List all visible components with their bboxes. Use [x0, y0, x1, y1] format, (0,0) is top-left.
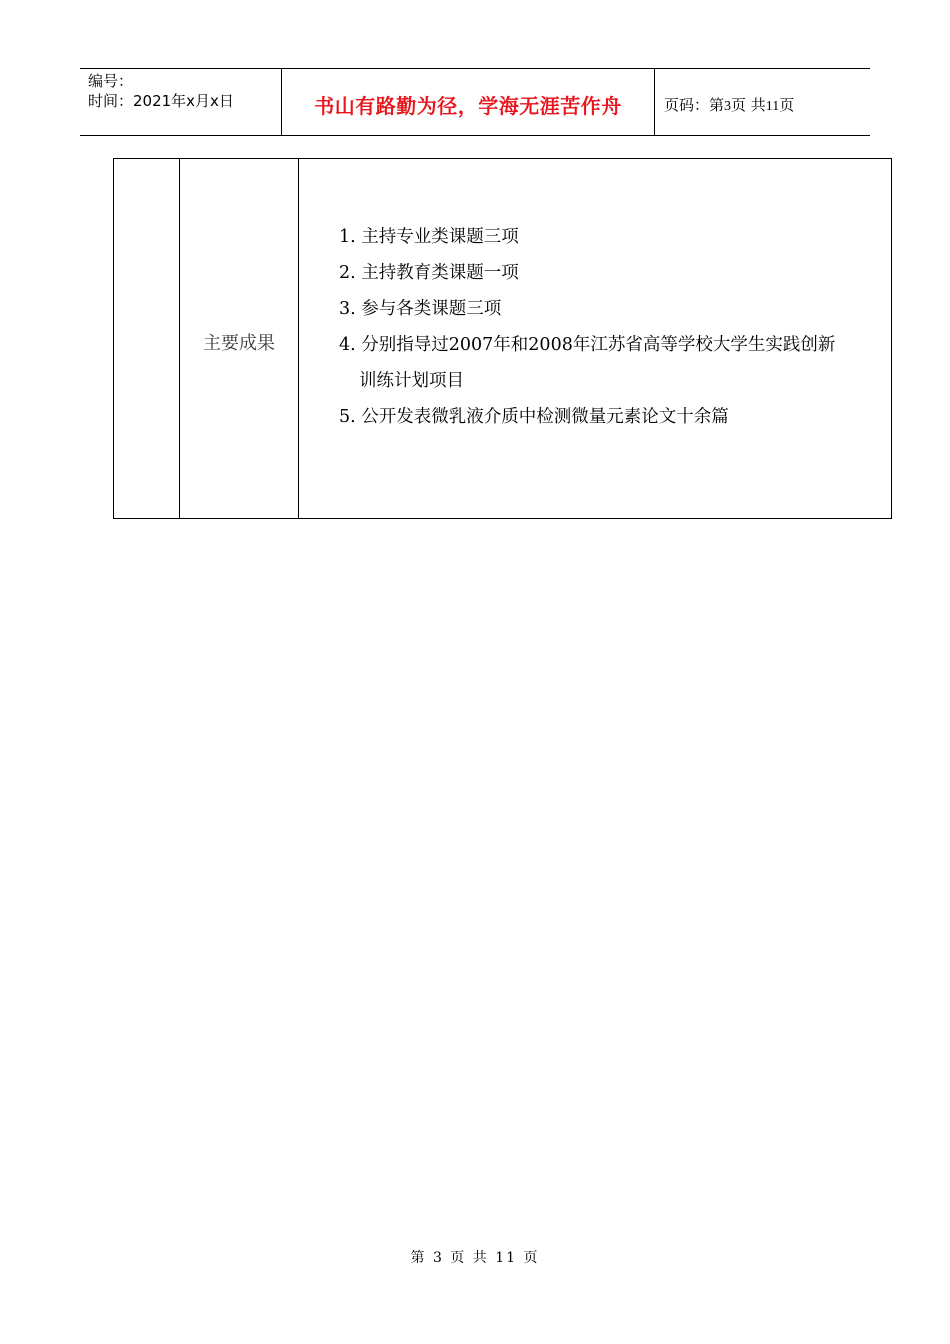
number-label: 编号： [88, 72, 134, 90]
list-item [339, 327, 877, 399]
motto: 书山有路勤为径，学海无涯苦作舟 [314, 93, 622, 118]
section-label: 主要成果 [203, 333, 275, 354]
achievement-list [339, 219, 877, 435]
page-header [80, 68, 870, 136]
list-item: 3. 参与各类课题三项 [339, 299, 502, 319]
list-item: 5. 公开发表微乳液介质中检测微量元素论文十余篇 [339, 407, 729, 427]
header-motto-cell [281, 69, 655, 135]
page-current: 3 [724, 98, 732, 114]
page-total: 11 [765, 98, 780, 114]
page-indicator [664, 94, 870, 115]
achievements-table [113, 158, 892, 519]
page-prefix: 页码：第 [664, 95, 725, 114]
page-mid: 页 共 [731, 95, 766, 114]
time-label: 时间：2021年x月x日 [88, 92, 234, 110]
table-content-cell [299, 159, 891, 518]
header-info [80, 69, 281, 135]
list-item: 2. 主持教育类课题一项 [339, 263, 519, 283]
page-suffix: 页 [779, 95, 795, 114]
list-item-text: 4. 分别指导过2007年和2008年江苏省高等学校大学生实践创新 [339, 335, 836, 355]
page-footer: 第 3 页 共 11 页 [410, 1250, 540, 1266]
table-label-cell [180, 159, 299, 518]
list-item-continuation: 训练计划项目 [359, 371, 464, 391]
table-empty-cell [114, 159, 180, 518]
header-page-info [655, 69, 870, 135]
list-item: 1. 主持专业类课题三项 [339, 227, 519, 247]
